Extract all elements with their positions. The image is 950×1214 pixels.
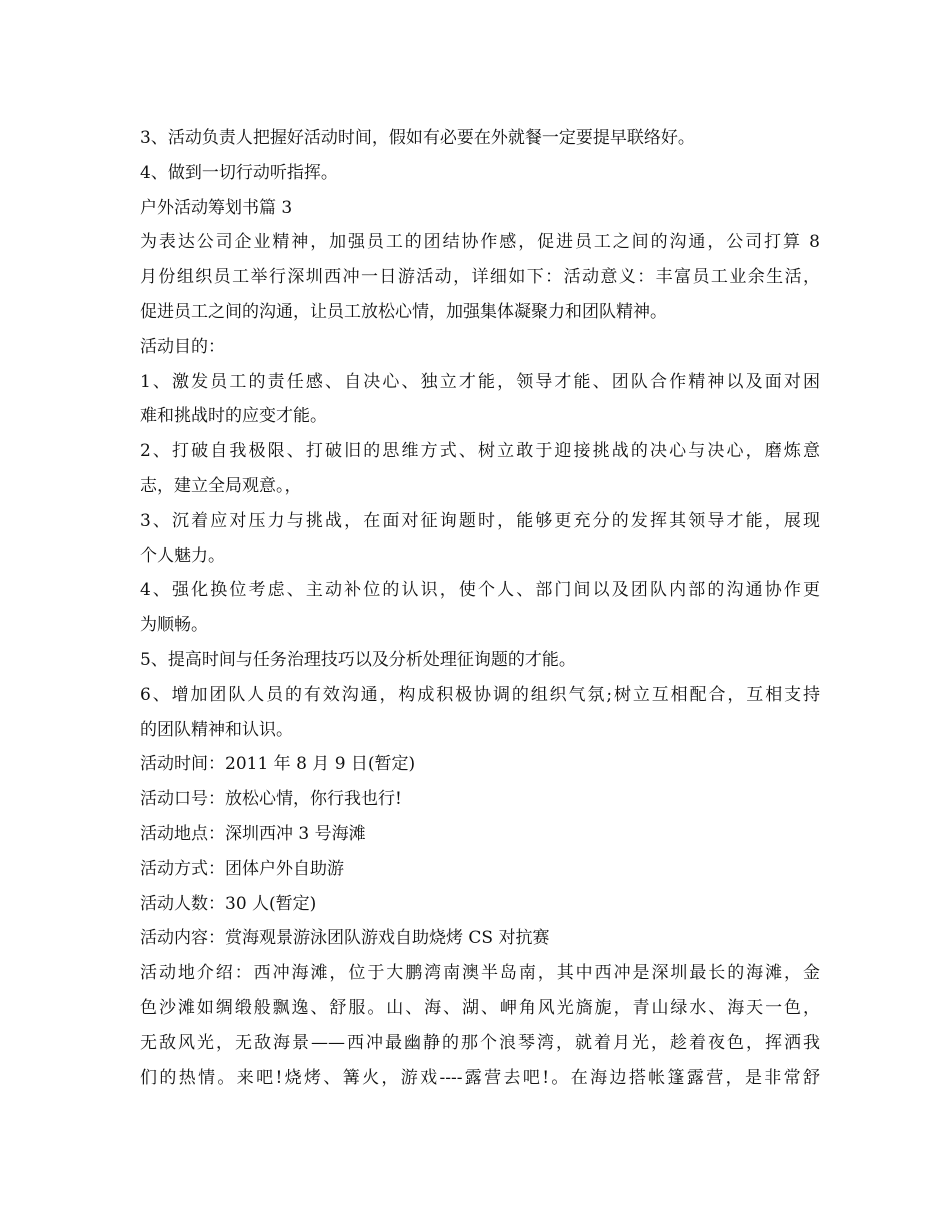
text-line: 活动人数：30 人(暂定) bbox=[140, 893, 317, 914]
text-line: 活动方式：团体户外自助游 bbox=[140, 858, 344, 879]
text-line: 为表达公司企业精神，加强员工的团结协作感，促进员工之间的沟通，公司打算 8 bbox=[140, 232, 820, 253]
text-line: 无敌风光，无敌海景——西冲最幽静的那个浪琴湾，就着月光，趁着夜色，挥洒我 bbox=[140, 1032, 820, 1053]
text-line: 3、沉着应对压力与挑战，在面对征询题时，能够更充分的发挥其领导才能，展现 bbox=[140, 510, 820, 531]
text-line: 6、增加团队人员的有效沟通，构成积极协调的组织气氛;树立互相配合，互相支持 bbox=[140, 684, 820, 705]
text-line: 4、做到一切行动听指挥。 bbox=[140, 162, 338, 183]
text-line: 的团队精神和认识。 bbox=[140, 719, 293, 740]
text-line: 户外活动筹划书篇 3 bbox=[140, 197, 293, 218]
document-body bbox=[140, 121, 820, 1095]
text-line: 活动口号：放松心情，你行我也行! bbox=[140, 789, 402, 810]
text-line: 3、活动负责人把握好活动时间，假如有必要在外就餐一定要提早联络好。 bbox=[140, 128, 695, 148]
text-line: 们的热情。来吧!烧烤、篝火，游戏----露营去吧!。在海边搭帐篷露营，是非常舒 bbox=[140, 1067, 820, 1088]
text-line: 活动目的： bbox=[140, 336, 225, 357]
text-line: 4、强化换位考虑、主动补位的认识，使个人、部门间以及团队内部的沟通协作更 bbox=[140, 580, 820, 601]
text-line: 2、打破自我极限、打破旧的思维方式、树立敢于迎接挑战的决心与决心，磨炼意 bbox=[140, 441, 820, 462]
text-line: 活动地介绍：西冲海滩，位于大鹏湾南澳半岛南，其中西冲是深圳最长的海滩，金 bbox=[140, 963, 820, 984]
text-line: 志，建立全局观意。， bbox=[140, 475, 302, 496]
text-line: 为顺畅。 bbox=[140, 615, 208, 636]
text-line: 个人魅力。 bbox=[140, 545, 225, 566]
text-line: 1、激发员工的责任感、自决心、独立才能，领导才能、团队合作精神以及面对困 bbox=[140, 371, 820, 392]
text-line: 促进员工之间的沟通，让员工放松心情，加强集体凝聚力和团队精神。 bbox=[140, 301, 667, 322]
text-line: 月份组织员工举行深圳西冲一日游活动，详细如下：活动意义：丰富员工业余生活， bbox=[140, 267, 820, 288]
text-line: 难和挑战时的应变才能。 bbox=[140, 406, 327, 427]
text-line: 活动内容：赏海观景游泳团队游戏自助烧烤 CS 对抗赛 bbox=[140, 928, 550, 949]
text-line: 色沙滩如绸缎般飘逸、舒服。山、海、湖、岬角风光旖旎，青山绿水、海天一色， bbox=[140, 997, 820, 1018]
text-line: 5、提高时间与任务治理技巧以及分析处理征询题的才能。 bbox=[140, 649, 576, 670]
text-line: 活动时间：2011 年 8 月 9 日(暂定) bbox=[140, 754, 416, 775]
text-line: 活动地点：深圳西冲 3 号海滩 bbox=[140, 823, 366, 844]
